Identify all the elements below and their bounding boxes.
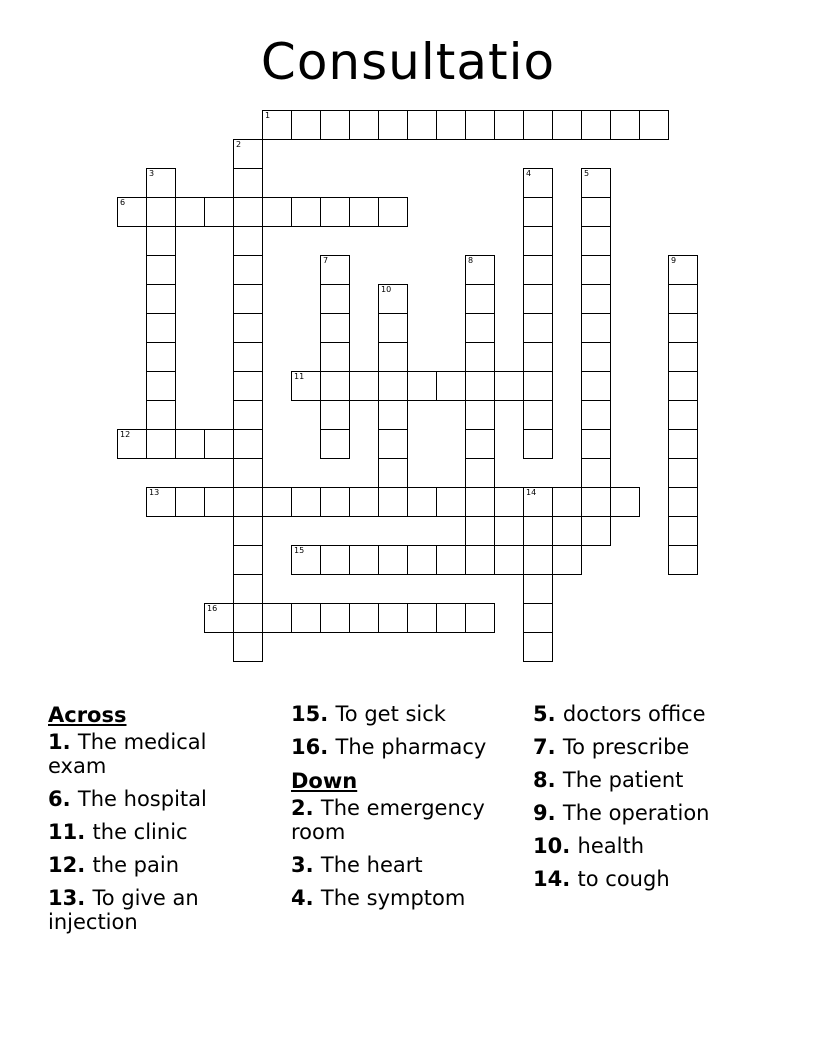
grid-cell[interactable]: [320, 255, 350, 285]
grid-cell[interactable]: [465, 545, 495, 575]
grid-cell[interactable]: [465, 313, 495, 343]
grid-cell[interactable]: [175, 487, 205, 517]
clue-item-text: The pharmacy: [335, 735, 487, 759]
grid-cell[interactable]: [552, 110, 582, 140]
grid-cell[interactable]: [494, 371, 524, 401]
clue-item: 5. doctors office: [533, 702, 706, 726]
grid-cell[interactable]: [233, 168, 263, 198]
clue-item-text: The symptom: [320, 886, 466, 910]
grid-cell[interactable]: [436, 603, 466, 633]
grid-cell[interactable]: [639, 110, 669, 140]
clue-item-number: 10: [533, 834, 563, 858]
grid-cell[interactable]: [407, 371, 437, 401]
grid-cell[interactable]: [552, 487, 582, 517]
clue-item-number: 15: [291, 702, 321, 726]
grid-cell[interactable]: [291, 110, 321, 140]
grid-cell[interactable]: [175, 197, 205, 227]
clue-number: 8: [468, 256, 474, 265]
clue-item-number: 1: [48, 730, 63, 754]
grid-cell[interactable]: [552, 545, 582, 575]
clue-number: 5: [584, 169, 590, 178]
grid-cell[interactable]: [262, 487, 292, 517]
clue-item: 9. The operation: [533, 801, 710, 825]
grid-cell[interactable]: [581, 429, 611, 459]
clue-item: 2. The emergency room: [291, 796, 485, 844]
clue-item-number: 2: [291, 796, 306, 820]
clue-number: 1: [265, 111, 271, 120]
clue-item-number: 8: [533, 768, 548, 792]
clue-number: 3: [149, 169, 155, 178]
grid-cell[interactable]: [378, 429, 408, 459]
grid-cell[interactable]: [523, 429, 553, 459]
grid-cell[interactable]: [668, 516, 698, 546]
clue-number: 7: [323, 256, 329, 265]
grid-cell[interactable]: [233, 255, 263, 285]
grid-cell[interactable]: [523, 168, 553, 198]
clue-item: 3. The heart: [291, 853, 423, 877]
clue-number: 13: [149, 488, 160, 497]
grid-cell[interactable]: [349, 197, 379, 227]
grid-cell[interactable]: [378, 110, 408, 140]
grid-cell[interactable]: [523, 255, 553, 285]
grid-cell[interactable]: [378, 458, 408, 488]
grid-cell[interactable]: [146, 255, 176, 285]
across-heading: Across: [48, 703, 127, 727]
grid-cell[interactable]: [465, 516, 495, 546]
clue-item-number: 3: [291, 853, 306, 877]
grid-cell[interactable]: [204, 197, 234, 227]
clue-column-3: [533, 702, 763, 900]
grid-cell[interactable]: [436, 487, 466, 517]
clue-number: 14: [526, 488, 537, 497]
clue-column-1: [48, 702, 268, 943]
grid-cell[interactable]: [146, 168, 176, 198]
grid-cell[interactable]: [581, 487, 611, 517]
grid-cell[interactable]: [581, 516, 611, 546]
grid-cell[interactable]: [465, 458, 495, 488]
grid-cell[interactable]: [320, 197, 350, 227]
clue-item: 13. To give an injection: [48, 886, 199, 934]
grid-cell[interactable]: [668, 487, 698, 517]
clue-item-text: The heart: [320, 853, 423, 877]
clue-item-number: 16: [291, 735, 321, 759]
grid-cell[interactable]: [378, 603, 408, 633]
clue-item-text: to cough: [577, 867, 670, 891]
grid-cell[interactable]: [349, 545, 379, 575]
clue-item: 12. the pain: [48, 853, 180, 877]
grid-cell[interactable]: [204, 429, 234, 459]
grid-cell[interactable]: [146, 487, 176, 517]
grid-cell[interactable]: [320, 429, 350, 459]
clue-item-number: 14: [533, 867, 563, 891]
grid-cell[interactable]: [175, 429, 205, 459]
clue-number: 15: [294, 546, 305, 555]
clue-item-number: 9: [533, 801, 548, 825]
grid-cell[interactable]: [378, 545, 408, 575]
grid-cell[interactable]: [233, 371, 263, 401]
grid-cell[interactable]: [320, 371, 350, 401]
grid-cell[interactable]: [349, 487, 379, 517]
puzzle-title: Consultatio: [260, 33, 556, 91]
grid-cell[interactable]: [233, 458, 263, 488]
grid-cell[interactable]: [494, 110, 524, 140]
clue-number: 12: [120, 430, 131, 439]
grid-cell[interactable]: [465, 342, 495, 372]
grid-cell[interactable]: [465, 371, 495, 401]
grid-cell[interactable]: [146, 400, 176, 430]
clue-item-text: The patient: [562, 768, 684, 792]
grid-cell[interactable]: [378, 313, 408, 343]
clue-item: 15. To get sick: [291, 702, 446, 726]
grid-cell[interactable]: [146, 226, 176, 256]
grid-cell[interactable]: [233, 313, 263, 343]
clue-number: 11: [294, 372, 305, 381]
clue-item-number: 7: [533, 735, 548, 759]
grid-cell[interactable]: [668, 284, 698, 314]
grid-cell[interactable]: [465, 284, 495, 314]
grid-cell[interactable]: [233, 139, 263, 169]
grid-cell[interactable]: [407, 603, 437, 633]
grid-cell[interactable]: [581, 284, 611, 314]
clue-item: 4. The symptom: [291, 886, 466, 910]
grid-cell[interactable]: [233, 487, 263, 517]
clue-item-text: the pain: [92, 853, 180, 877]
grid-cell[interactable]: [320, 603, 350, 633]
grid-cell[interactable]: [523, 284, 553, 314]
clue-item-number: 13: [48, 886, 78, 910]
grid-cell[interactable]: [233, 429, 263, 459]
grid-cell[interactable]: [436, 110, 466, 140]
grid-cell[interactable]: [407, 545, 437, 575]
grid-cell[interactable]: [320, 400, 350, 430]
grid-cell[interactable]: [262, 110, 292, 140]
clue-item: 6. The hospital: [48, 787, 207, 811]
grid-cell[interactable]: [523, 574, 553, 604]
grid-cell[interactable]: [320, 342, 350, 372]
grid-cell[interactable]: [581, 371, 611, 401]
grid-cell[interactable]: [523, 400, 553, 430]
grid-cell[interactable]: [320, 313, 350, 343]
grid-cell[interactable]: [668, 342, 698, 372]
grid-cell[interactable]: [610, 110, 640, 140]
grid-cell[interactable]: [581, 458, 611, 488]
grid-cell[interactable]: [233, 545, 263, 575]
grid-cell[interactable]: [291, 603, 321, 633]
grid-cell[interactable]: [523, 226, 553, 256]
grid-cell[interactable]: [378, 487, 408, 517]
clue-item: 10. health: [533, 834, 645, 858]
grid-cell[interactable]: [668, 400, 698, 430]
grid-cell[interactable]: [378, 284, 408, 314]
grid-cell[interactable]: [291, 197, 321, 227]
grid-cell[interactable]: [117, 197, 147, 227]
grid-cell[interactable]: [117, 429, 147, 459]
grid-cell[interactable]: [320, 110, 350, 140]
grid-cell[interactable]: [581, 400, 611, 430]
grid-cell[interactable]: [581, 168, 611, 198]
grid-cell[interactable]: [668, 458, 698, 488]
grid-cell[interactable]: [523, 632, 553, 662]
grid-cell[interactable]: [465, 400, 495, 430]
grid-cell[interactable]: [465, 603, 495, 633]
grid-cell[interactable]: [465, 255, 495, 285]
clue-item: 14. to cough: [533, 867, 670, 891]
clue-item-text: health: [577, 834, 645, 858]
grid-cell[interactable]: [233, 632, 263, 662]
clue-number: 10: [381, 285, 392, 294]
grid-cell[interactable]: [233, 603, 263, 633]
clue-item: 16. The pharmacy: [291, 735, 487, 759]
grid-cell[interactable]: [407, 110, 437, 140]
grid-cell[interactable]: [581, 226, 611, 256]
grid-cell[interactable]: [204, 603, 234, 633]
grid-cell[interactable]: [436, 545, 466, 575]
clue-item: 7. To prescribe: [533, 735, 690, 759]
clue-item-number: 5: [533, 702, 548, 726]
grid-cell[interactable]: [378, 197, 408, 227]
grid-cell[interactable]: [523, 371, 553, 401]
grid-cell[interactable]: [204, 487, 234, 517]
clue-item-text: The hospital: [77, 787, 207, 811]
grid-cell[interactable]: [233, 226, 263, 256]
grid-cell[interactable]: [581, 313, 611, 343]
grid-cell[interactable]: [233, 342, 263, 372]
clue-item-text: To prescribe: [562, 735, 690, 759]
grid-cell[interactable]: [465, 487, 495, 517]
grid-cell[interactable]: [494, 545, 524, 575]
clue-number: 6: [120, 198, 126, 207]
grid-cell[interactable]: [233, 400, 263, 430]
grid-cell[interactable]: [465, 110, 495, 140]
grid-cell[interactable]: [523, 487, 553, 517]
grid-cell[interactable]: [668, 429, 698, 459]
grid-cell[interactable]: [610, 487, 640, 517]
clue-item: 8. The patient: [533, 768, 684, 792]
clue-item-text: To give an injection: [48, 886, 199, 934]
grid-cell[interactable]: [523, 516, 553, 546]
grid-cell[interactable]: [262, 603, 292, 633]
grid-cell[interactable]: [146, 313, 176, 343]
grid-cell[interactable]: [349, 371, 379, 401]
grid-cell[interactable]: [291, 487, 321, 517]
clue-number: 16: [207, 604, 218, 613]
clue-number: 4: [526, 169, 532, 178]
grid-cell[interactable]: [581, 110, 611, 140]
grid-cell[interactable]: [581, 255, 611, 285]
grid-cell[interactable]: [668, 255, 698, 285]
grid-cell[interactable]: [349, 110, 379, 140]
grid-cell[interactable]: [378, 400, 408, 430]
grid-cell[interactable]: [465, 429, 495, 459]
grid-cell[interactable]: [378, 342, 408, 372]
clue-item: 11. the clinic: [48, 820, 188, 844]
clue-item-number: 11: [48, 820, 78, 844]
grid-cell[interactable]: [407, 487, 437, 517]
grid-cell[interactable]: [349, 603, 379, 633]
down-heading: Down: [291, 769, 358, 793]
grid-cell[interactable]: [233, 284, 263, 314]
grid-cell[interactable]: [523, 342, 553, 372]
grid-cell[interactable]: [581, 342, 611, 372]
grid-cell[interactable]: [146, 197, 176, 227]
clue-number: 9: [671, 256, 677, 265]
clue-item-text: The emergency room: [291, 796, 485, 844]
grid-cell[interactable]: [262, 197, 292, 227]
clue-item-text: The medical exam: [48, 730, 207, 778]
clue-item-text: the clinic: [92, 820, 188, 844]
grid-cell[interactable]: [291, 371, 321, 401]
grid-cell[interactable]: [494, 487, 524, 517]
clue-number: 2: [236, 140, 242, 149]
clue-item: 1. The medical exam: [48, 730, 207, 778]
clue-item-text: doctors office: [562, 702, 706, 726]
grid-cell[interactable]: [320, 545, 350, 575]
grid-cell[interactable]: [291, 545, 321, 575]
clue-item-number: 12: [48, 853, 78, 877]
clue-item-text: The operation: [562, 801, 710, 825]
clue-item-text: To get sick: [335, 702, 446, 726]
grid-cell[interactable]: [146, 342, 176, 372]
grid-cell[interactable]: [233, 574, 263, 604]
grid-cell[interactable]: [233, 197, 263, 227]
grid-cell[interactable]: [668, 313, 698, 343]
clue-column-2: [291, 702, 521, 919]
grid-cell[interactable]: [668, 545, 698, 575]
grid-cell[interactable]: [523, 603, 553, 633]
grid-cell[interactable]: [581, 197, 611, 227]
grid-cell[interactable]: [523, 545, 553, 575]
grid-cell[interactable]: [523, 197, 553, 227]
clue-item-number: 6: [48, 787, 63, 811]
grid-cell[interactable]: [146, 284, 176, 314]
grid-cell[interactable]: [668, 371, 698, 401]
grid-cell[interactable]: [378, 371, 408, 401]
grid-cell[interactable]: [320, 487, 350, 517]
grid-cell[interactable]: [146, 429, 176, 459]
grid-cell[interactable]: [233, 516, 263, 546]
clue-item-number: 4: [291, 886, 306, 910]
grid-cell[interactable]: [523, 110, 553, 140]
grid-cell[interactable]: [146, 371, 176, 401]
grid-cell[interactable]: [320, 284, 350, 314]
grid-cell[interactable]: [523, 313, 553, 343]
grid-cell[interactable]: [436, 371, 466, 401]
